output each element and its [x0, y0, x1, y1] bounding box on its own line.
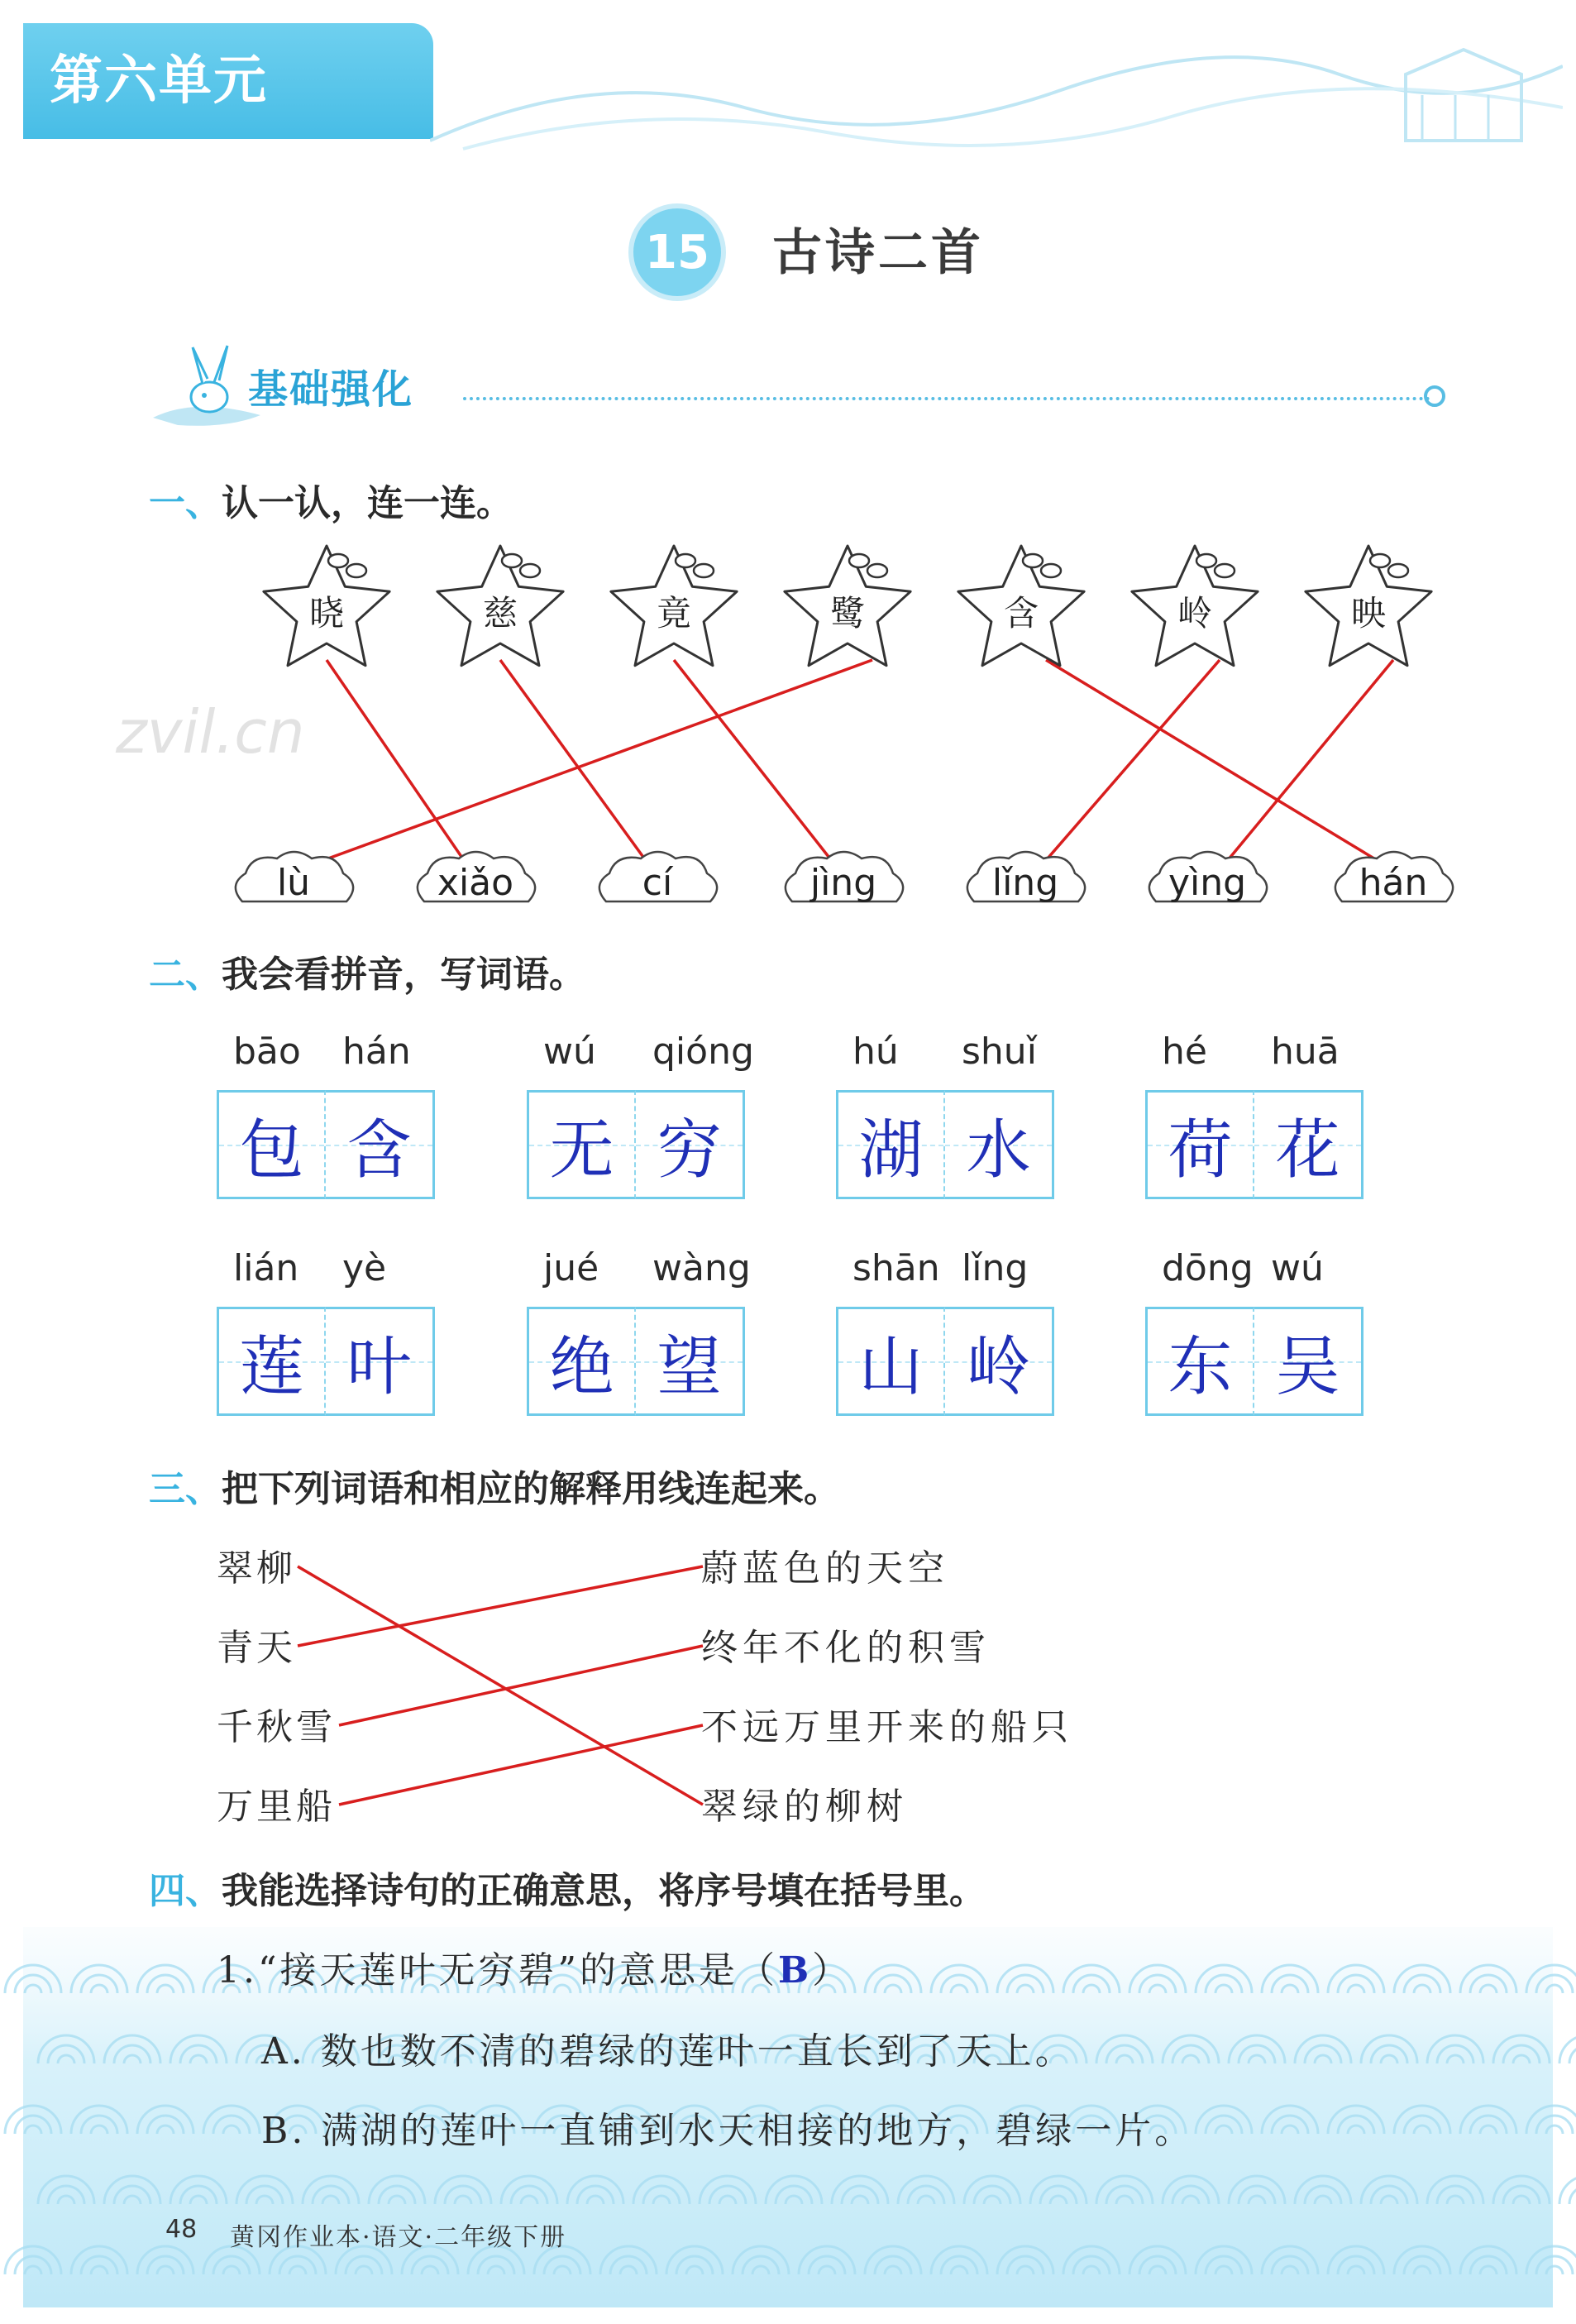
- q2-answer-grid: [527, 1090, 745, 1199]
- q1-cloud[interactable]: [599, 852, 717, 904]
- q1-answer-line: [500, 660, 649, 865]
- q2-answer-grid: [1145, 1307, 1363, 1416]
- q2-prompt: 我会看拼音，写词语。: [222, 954, 585, 996]
- q2-pinyin: hú: [852, 1030, 899, 1073]
- q3-word[interactable]: 万里船: [217, 1786, 336, 1828]
- q2-pinyin: dōng: [1162, 1247, 1254, 1289]
- q2-answer-char: 花: [1275, 1113, 1340, 1188]
- q3-answer-line: [298, 1566, 703, 1646]
- q1-cloud-pinyin: jìng: [809, 862, 877, 904]
- q2-answer-cell[interactable]: [217, 1090, 326, 1199]
- q3-number: 三、: [149, 1468, 222, 1510]
- q2-pinyin: qióng: [652, 1030, 754, 1073]
- q1-star-char: 晓: [308, 593, 345, 634]
- q3-definition[interactable]: 翠绿的柳树: [701, 1786, 908, 1828]
- wave-swirl: [1559, 2035, 1576, 2063]
- q1-star-char: 含: [1003, 593, 1039, 634]
- q2-answer-cell[interactable]: [217, 1307, 326, 1416]
- bow-icon: [1388, 564, 1408, 577]
- q2-answer-cell[interactable]: [836, 1307, 945, 1416]
- q2-pinyin: hé: [1162, 1030, 1207, 1073]
- q2-answer-char: 山: [858, 1330, 924, 1404]
- q2-answer-cell[interactable]: [326, 1090, 435, 1199]
- q4-answer: B: [777, 1949, 813, 1992]
- footer-book-title: 黄冈作业本·语文·二年级下册: [230, 2223, 567, 2252]
- q2-answer-grid: [217, 1090, 435, 1199]
- watermark: zvil.cn: [116, 697, 305, 767]
- q1-answer-line: [1042, 660, 1220, 865]
- q2-answer-cell[interactable]: [1145, 1090, 1254, 1199]
- q3-definition[interactable]: 不远万里开来的船只: [701, 1706, 1073, 1748]
- bow-icon: [1041, 564, 1061, 577]
- q2-pinyin: yè: [342, 1247, 387, 1289]
- q2-answer-char: 望: [657, 1330, 722, 1404]
- q2-pinyin: huā: [1271, 1030, 1340, 1073]
- q2-answer-grid: [217, 1307, 435, 1416]
- q3-word[interactable]: 千秋雪: [217, 1706, 336, 1748]
- q2-answer-char: 吴: [1275, 1330, 1340, 1404]
- q1-answer-line: [1224, 660, 1393, 865]
- q2-answer-grid: [836, 1090, 1054, 1199]
- q2-heading: [149, 944, 585, 997]
- q1-cloud[interactable]: [1149, 852, 1267, 904]
- q4-question: [217, 1940, 852, 1993]
- q1-cloud-pinyin: hán: [1359, 862, 1428, 904]
- q2-answer-char: 无: [549, 1113, 614, 1188]
- q2-answer-cell[interactable]: [945, 1307, 1054, 1416]
- q4-question-prefix: 1.“接天莲叶无穷碧”的意思是（: [217, 1949, 778, 1992]
- q2-answer-char: 叶: [346, 1330, 412, 1404]
- bow-icon: [328, 554, 348, 567]
- bow-icon: [1370, 554, 1390, 567]
- q1-matching-figure: [0, 538, 1576, 935]
- q1-cloud-pinyin: lǐng: [991, 862, 1059, 904]
- q1-star-char: 鹭: [829, 593, 866, 634]
- q2-number: 二、: [149, 954, 222, 996]
- q1-answer-line: [1046, 660, 1385, 865]
- q2-pinyin: wú: [1271, 1247, 1324, 1289]
- q2-pinyin: shuǐ: [962, 1030, 1037, 1073]
- bow-icon: [502, 554, 522, 567]
- wave-swirl: [1559, 2176, 1576, 2204]
- q1-cloud[interactable]: [786, 852, 903, 904]
- q1-cloud-pinyin: cí: [642, 862, 673, 904]
- q1-star[interactable]: [1132, 546, 1258, 666]
- q3-word[interactable]: 青天: [217, 1627, 296, 1669]
- q3-answer-line: [339, 1646, 703, 1725]
- q1-cloud[interactable]: [236, 852, 353, 904]
- q2-answer-char: 含: [346, 1113, 412, 1188]
- q2-answer-cell[interactable]: [1145, 1307, 1254, 1416]
- bow-icon: [867, 564, 887, 577]
- q1-cloud-pinyin: xiǎo: [437, 862, 514, 904]
- q2-pinyin: wàng: [652, 1247, 751, 1289]
- bow-icon: [694, 564, 714, 577]
- q2-pinyin: lián: [233, 1247, 299, 1289]
- bow-icon: [346, 564, 366, 577]
- q2-answer-cell[interactable]: [636, 1090, 745, 1199]
- q1-cloud-pinyin: lù: [276, 862, 311, 904]
- q1-heading: [149, 473, 513, 526]
- q2-answer-char: 荷: [1168, 1113, 1233, 1188]
- bow-icon: [1023, 554, 1043, 567]
- q3-heading: [149, 1459, 840, 1512]
- q2-answer-cell[interactable]: [1254, 1090, 1363, 1199]
- q2-pinyin: hán: [342, 1030, 411, 1073]
- divider-end-icon: [1424, 385, 1445, 407]
- q1-star-char: 岭: [1177, 593, 1213, 634]
- q2-answer-char: 莲: [239, 1330, 304, 1404]
- header-scenery-illustration: [430, 17, 1563, 157]
- bow-icon: [1215, 564, 1235, 577]
- q3-answer-line: [339, 1725, 703, 1805]
- q1-star-char: 竟: [656, 593, 692, 634]
- q1-star[interactable]: [611, 546, 737, 666]
- lesson-number-badge: 15: [633, 208, 721, 296]
- q2-answer-cell[interactable]: [527, 1307, 636, 1416]
- q1-cloud-pinyin: yìng: [1168, 862, 1247, 904]
- q3-definition[interactable]: 蔚蓝色的天空: [701, 1547, 949, 1590]
- q1-cloud[interactable]: [1335, 852, 1453, 904]
- q2-answer-char: 水: [966, 1113, 1031, 1188]
- q1-star[interactable]: [1306, 546, 1431, 666]
- q3-definition[interactable]: 终年不化的积雪: [701, 1627, 991, 1669]
- q3-word[interactable]: 翠柳: [217, 1547, 296, 1590]
- q2-answer-char: 穷: [657, 1113, 722, 1188]
- q2-answer-grid: [1145, 1090, 1363, 1199]
- q4-prompt: 我能选择诗句的正确意思，将序号填在括号里。: [222, 1870, 986, 1912]
- q4-number: 四、: [149, 1870, 222, 1912]
- lesson-title: 古诗二首: [772, 224, 984, 282]
- q3-answer-lines: [0, 1513, 1576, 1844]
- q1-star-char: 慈: [482, 593, 518, 634]
- q2-answer-char: 岭: [966, 1330, 1031, 1404]
- q4-option-b: B. 满湖的莲叶一直铺到水天相接的地方，碧绿一片。: [261, 2110, 1195, 2152]
- q2-answer-cell[interactable]: [1254, 1307, 1363, 1416]
- q2-pinyin: shān: [852, 1247, 940, 1289]
- q2-answer-char: 绝: [549, 1330, 614, 1404]
- section-title: 基础强化: [248, 366, 414, 413]
- q1-star-char: 映: [1350, 593, 1387, 634]
- q2-answer-cell[interactable]: [636, 1307, 745, 1416]
- q4-option-a: A. 数也数不清的碧绿的莲叶一直长到了天上。: [261, 2030, 1075, 2073]
- q1-answer-line: [674, 660, 835, 865]
- q1-star[interactable]: [264, 546, 389, 666]
- q2-pinyin: lǐng: [962, 1247, 1029, 1289]
- q1-star[interactable]: [785, 546, 910, 666]
- q2-pinyin: wú: [543, 1030, 596, 1073]
- q1-prompt: 认一认，连一连。: [222, 482, 513, 524]
- q3-prompt: 把下列词语和相应的解释用线连起来。: [222, 1468, 840, 1510]
- bow-icon: [1196, 554, 1216, 567]
- q2-answer-grid: [527, 1307, 745, 1416]
- q1-cloud[interactable]: [967, 852, 1085, 904]
- q2-pinyin: jué: [543, 1247, 599, 1289]
- section-divider: [463, 397, 1430, 400]
- bow-icon: [520, 564, 540, 577]
- q1-number: 一、: [149, 482, 222, 524]
- q1-star[interactable]: [958, 546, 1084, 666]
- q1-cloud[interactable]: [418, 852, 535, 904]
- q4-heading: [149, 1861, 986, 1914]
- bow-icon: [849, 554, 869, 567]
- q2-pinyin: bāo: [233, 1030, 301, 1073]
- unit-title: 第六单元: [50, 50, 268, 112]
- page-number: 48: [165, 2215, 198, 2244]
- q2-answer-grid: [836, 1307, 1054, 1416]
- q2-answer-cell[interactable]: [945, 1090, 1054, 1199]
- q4-question-suffix: ）: [812, 1949, 852, 1992]
- q2-answer-char: 东: [1168, 1330, 1233, 1404]
- q2-answer-char: 湖: [858, 1113, 924, 1188]
- q2-answer-cell[interactable]: [527, 1090, 636, 1199]
- q1-star[interactable]: [437, 546, 563, 666]
- q2-answer-cell[interactable]: [836, 1090, 945, 1199]
- q1-answer-line: [310, 660, 872, 865]
- bow-icon: [676, 554, 695, 567]
- q2-answer-char: 包: [239, 1113, 304, 1188]
- q2-answer-cell[interactable]: [326, 1307, 435, 1416]
